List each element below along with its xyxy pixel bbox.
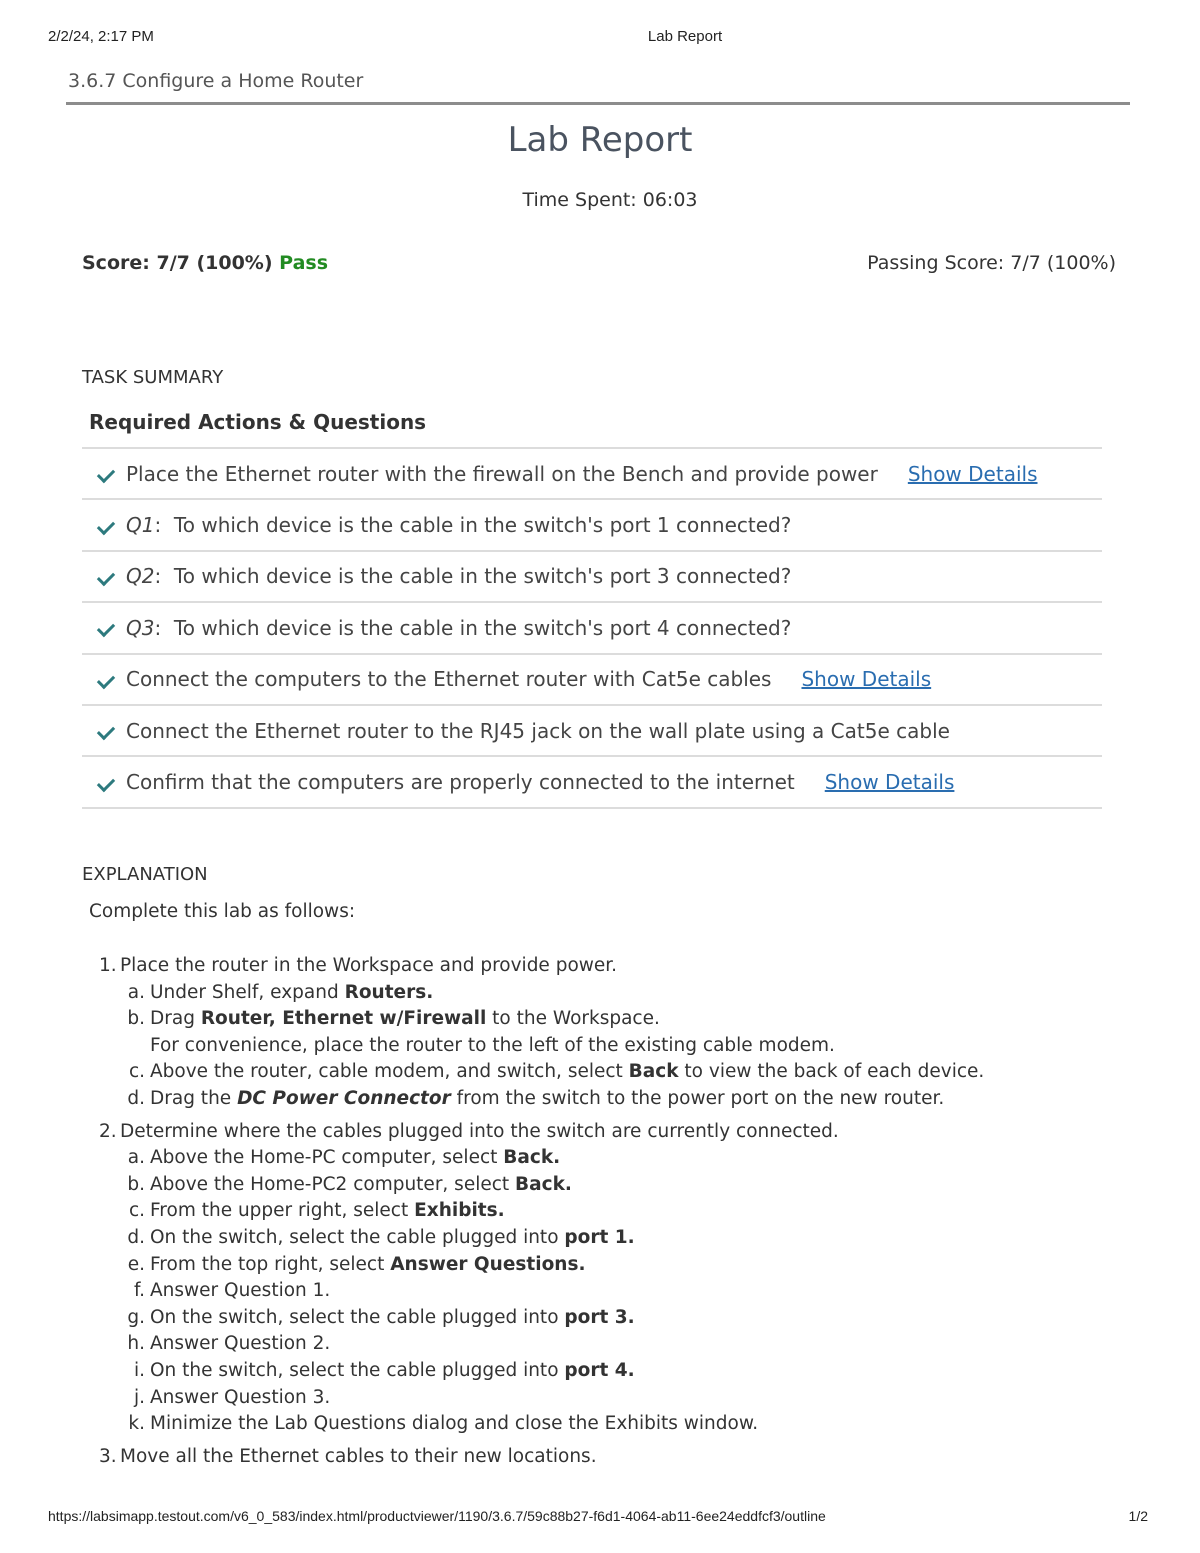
- substep-strong: Routers.: [344, 981, 434, 1003]
- explanation-intro: Complete this lab as follows:: [89, 901, 356, 922]
- task-item: [82, 706, 1102, 757]
- print-url: https://labsimapp.testout.com/v6_0_583/index.html/productviewer/1190/3.6.7/59c88b27-f6d1-4064-ab11-6ee24eddfcf3/outline: [48, 1508, 826, 1524]
- explanation-substep: [0, 1086, 1200, 1113]
- step-number: 2.: [99, 1120, 117, 1142]
- explanation-substep: [0, 1411, 1200, 1438]
- substep-text: to the Workspace.: [486, 1008, 660, 1030]
- substep-text: Above the router, cable modem, and switch, select: [150, 1061, 629, 1083]
- question-label: Q1: [126, 513, 155, 538]
- explanation-substep: [0, 1225, 1200, 1252]
- substep-text: From the top right, select: [150, 1253, 391, 1275]
- step-text: Place the router in the Workspace and provide power.: [120, 955, 618, 976]
- substep-text: On the switch, select the cable plugged into: [150, 1306, 565, 1328]
- explanation-substep: [0, 1331, 1200, 1358]
- substep-strong: port 4.: [564, 1359, 635, 1381]
- check-icon: [97, 773, 115, 791]
- substep-letter: d.: [127, 1087, 145, 1109]
- substep-letter: c.: [128, 1200, 145, 1222]
- explanation-substep: [0, 1006, 1200, 1059]
- substep-letter: g.: [127, 1306, 145, 1328]
- substep-letter: k.: [128, 1413, 145, 1435]
- task-item: [82, 655, 1102, 706]
- substep-letter: b.: [127, 1173, 145, 1195]
- explanation-steps: [0, 953, 1200, 1476]
- substep-text: Answer Question 1.: [150, 1280, 331, 1302]
- time-spent: Time Spent: 06:03: [522, 189, 698, 211]
- substep-text: Answer Question 3.: [150, 1386, 331, 1408]
- substep-note: For convenience, place the router to the left of the existing cable modem.: [150, 1034, 835, 1056]
- score-label: Score: 7/7 (100%): [82, 252, 273, 274]
- substep-letter: d.: [127, 1226, 145, 1248]
- task-list: [82, 447, 1102, 809]
- substep-text: From the upper right, select: [150, 1200, 415, 1222]
- passing-score: Passing Score: 7/7 (100%): [867, 252, 1116, 274]
- explanation-substep: [0, 1358, 1200, 1385]
- explanation-substep: [0, 1059, 1200, 1086]
- substep-strong: Back: [628, 1061, 679, 1083]
- explanation-heading: EXPLANATION: [82, 864, 208, 885]
- substep-text: from the switch to the power port on the new router.: [450, 1087, 945, 1109]
- explanation-step: [0, 953, 1200, 1113]
- substep-text: Drag the: [150, 1087, 238, 1109]
- show-details-link[interactable]: Show Details: [907, 461, 1038, 486]
- step-number: 3.: [99, 1445, 117, 1467]
- pass-status: Pass: [279, 252, 329, 274]
- substep-letter: h.: [127, 1333, 145, 1355]
- substep-text: Above the Home-PC computer, select: [150, 1147, 504, 1169]
- substep-text: Answer Question 2.: [150, 1333, 331, 1355]
- print-date: 2/2/24, 2:17 PM: [48, 28, 154, 45]
- explanation-substep: [0, 1172, 1200, 1199]
- explanation-substep: [0, 1278, 1200, 1305]
- step-text: Move all the Ethernet cables to their new locations.: [120, 1445, 597, 1467]
- substep-text: to view the back of each device.: [678, 1061, 985, 1083]
- explanation-substep: [0, 1198, 1200, 1225]
- question-label: Q2: [126, 564, 155, 589]
- substep-strong: Back.: [515, 1173, 572, 1195]
- substep-text: Above the Home-PC2 computer, select: [150, 1173, 516, 1195]
- explanation-substep: [0, 1385, 1200, 1412]
- task-text: To which device is the cable in the switch's port 4 connected?: [173, 615, 792, 640]
- question-label: Q3: [126, 615, 155, 640]
- task-text: To which device is the cable in the switch's port 3 connected?: [173, 564, 792, 589]
- task-text: Connect the computers to the Ethernet router with Cat5e cables: [126, 667, 772, 692]
- substep-strong: Exhibits.: [414, 1200, 505, 1222]
- substep-text: On the switch, select the cable plugged into: [150, 1226, 565, 1248]
- task-text: To which device is the cable in the switch's port 1 connected?: [173, 513, 792, 538]
- task-item: Q3 : To which device is the cable in the switch's port 4 connected?: [82, 603, 1102, 654]
- substep-letter: e.: [127, 1253, 145, 1275]
- page-number: 1/2: [1128, 1508, 1148, 1524]
- check-icon: [97, 568, 115, 586]
- substep-letter: j.: [133, 1386, 145, 1408]
- explanation-substep: [0, 1305, 1200, 1332]
- substep-text: Under Shelf, expand: [150, 981, 345, 1003]
- step-number: 1.: [99, 955, 117, 976]
- check-icon: [97, 722, 115, 740]
- substep-text: Minimize the Lab Questions dialog and close the Exhibits window.: [150, 1413, 759, 1435]
- explanation-step: [0, 1444, 1200, 1471]
- substep-strong: Answer Questions.: [390, 1253, 586, 1275]
- substep-strong: Router, Ethernet w/Firewall: [200, 1008, 487, 1030]
- task-item: Q2 : To which device is the cable in the switch's port 3 connected?: [82, 552, 1102, 603]
- explanation-substep: [0, 1252, 1200, 1279]
- substep-letter: f.: [133, 1280, 145, 1302]
- task-item: Q1 : To which device is the cable in the switch's port 1 connected?: [82, 500, 1102, 551]
- substep-text: Drag: [150, 1008, 201, 1030]
- substep-strong: port 3.: [564, 1306, 635, 1328]
- task-item: [82, 449, 1102, 500]
- substep-emphasis: DC Power Connector: [237, 1087, 451, 1109]
- substep-strong: port 1.: [564, 1226, 635, 1248]
- substep-letter: c.: [128, 1061, 145, 1083]
- header-divider: [66, 102, 1130, 105]
- task-item: [82, 757, 1102, 808]
- substep-strong: Back.: [503, 1147, 561, 1169]
- substep-letter: i.: [133, 1359, 145, 1381]
- substep-text: On the switch, select the cable plugged into: [150, 1359, 565, 1381]
- print-title: Lab Report: [647, 28, 723, 45]
- task-text: Place the Ethernet router with the firewall on the Bench and provide power: [126, 461, 878, 486]
- substep-letter: a.: [127, 981, 145, 1003]
- explanation-step: [0, 1119, 1200, 1438]
- check-icon: [97, 619, 115, 637]
- lab-name: 3.6.7 Configure a Home Router: [68, 70, 364, 92]
- explanation-substep: [0, 980, 1200, 1007]
- report-title: Lab Report: [507, 120, 693, 160]
- show-details-link[interactable]: Show Details: [824, 770, 955, 795]
- show-details-link[interactable]: Show Details: [801, 667, 932, 692]
- score: [82, 252, 328, 274]
- task-text: Connect the Ethernet router to the RJ45 jack on the wall plate using a Cat5e cable: [126, 718, 950, 743]
- required-actions-heading: Required Actions & Questions: [89, 410, 427, 434]
- task-text: Confirm that the computers are properly connected to the internet: [126, 770, 795, 795]
- task-summary-heading: TASK SUMMARY: [82, 367, 224, 388]
- check-icon: [97, 516, 115, 534]
- explanation-substep: [0, 1145, 1200, 1172]
- step-text: Determine where the cables plugged into the switch are currently connected.: [120, 1120, 839, 1142]
- substep-letter: a.: [127, 1147, 145, 1169]
- check-icon: [97, 671, 115, 689]
- substep-letter: b.: [127, 1008, 145, 1030]
- check-icon: [97, 465, 115, 483]
